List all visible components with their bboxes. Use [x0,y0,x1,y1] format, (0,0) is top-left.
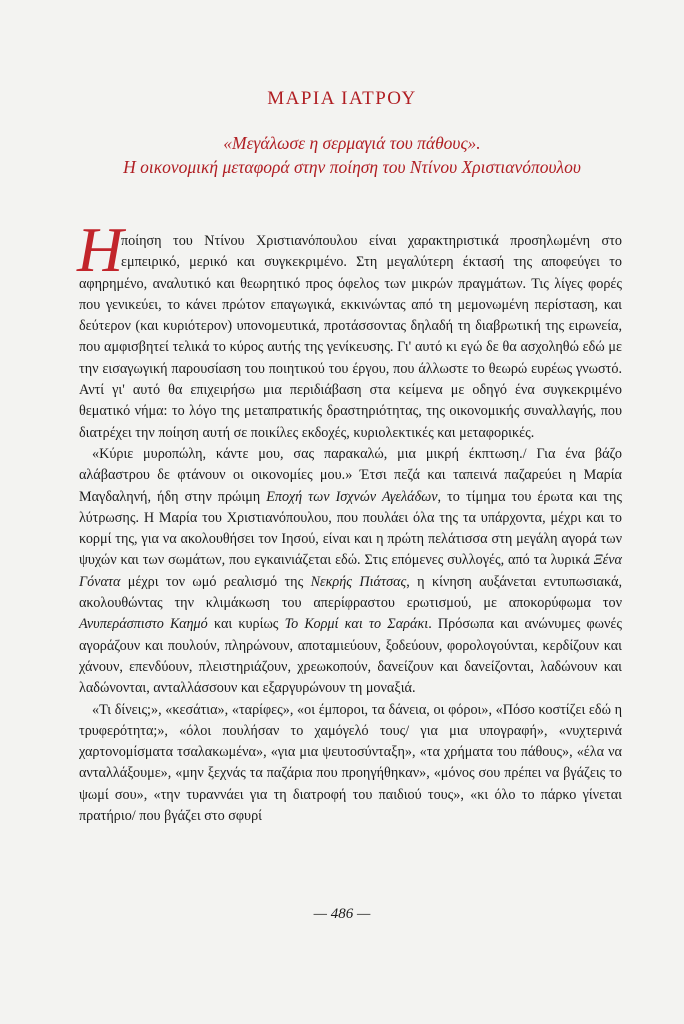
paragraph-2-text-a: «Κύριε μυροπώλη, κάντε μου, σας παρακαλώ, μια μικρή έκπτωση./ Για ένα βάζο αλάβαστρου δε φτάνουν οι οικονομίες μου.» Έτσι πεζά και ταπεινά παζαρεύει η Μαρία Μαγδαληνή, ήδη στην πρώιμη [79,445,622,505]
paragraph-2-text-c: μέχρι τον ωμό ρεαλισμό της [120,573,311,590]
author-name: ΜΑΡΙΑ ΙΑΤΡΟΥ [267,88,417,109]
book-title-3: Νεκρής Πιάτσας [310,573,407,590]
article-title-line-1: «Μεγάλωσε η σερμαγιά του πάθους». [223,133,481,153]
paragraph-1 [77,214,622,444]
paragraph-2-text-f: . Πρόσωπα και ανώνυμες φωνές αγοράζουν και πουλούν, πληρώνουν, αποταμιεύουν, ξοδεύουν, φορολογούνται, κερδίζουν και χάνουν, επενδύουν, πλειστηριάζουν, χρεωκοπούν, δανείζουν και δανείζονται, λαδώνουν και λαδώνονται, ανταλλάσσουν και εξαργυρώνουν τη μοναξιά. [79,616,622,697]
paragraph-1-text: ποίηση του Ντίνου Χριστιανόπουλου είναι χαρακτηριστικά προσηλωμένη στο εμπειρικό, μερικό και συγκεκριμένο. Στη μεγαλύτερη έκτασή της αποφεύγει το αφηρημένο, αναλυτικό και θεωρητικό προς όφελος των μικρών πραγμάτων. Τις λίγες φορές που γενικεύει, το κάνει πρώτον επαγωγικά, εκκινώντας από τη μεμονωμένη περίσταση, και δεύτερον (και κυριότερον) υπονομευτικά, προτάσσοντας δηλαδή τη διαβρωτική της ειρωνεία, που αμφισβητεί τελικά το κύρος αυτής της γενίκευσης. Γι' αυτό κι εγώ δε θα ασχοληθώ εδώ με την εισαγωγική παρουσίαση του ποιητικού του έργου, που άλλωστε το θεωρώ ευρέως γνωστό. Αντί γι' αυτό θα επιχειρήσω μια περιδιάβαση στα κείμενα με οδηγό ένα συγκεκριμένο θεματικό νήμα: το λόγο της μεταπρατικής δραστηριότητας, της οικονομικής συναλλαγής, που διατρέχει την ποίηση αυτή σε ποικίλες εκδοχές, κυριολεκτικές και μεταφορικές. [79,233,622,441]
book-title-4: Ανυπεράσπιστο Καημό [79,616,208,633]
paragraph-3: «Τι δίνεις;», «κεσάτια», «ταρίφες», «οι έμποροι, τα δάνεια, οι φόροι», «Πόσο κοστίζει εδώ η τρυφερότητα;», «όλοι πουλήσαν το χαμόγελό τους/ για μια υπογραφή», «νυχτερινά χαρτονομίσματα τσαλακωμένα», «για μια ψευτοσύνταξη», «τα χρήματα του πάθους», «έλα να ανταλλάξουμε», «μην ξεχνάς τα παζάρια που προηγήθηκαν», «μόνος σου πρέπει να βγάζεις το ψωμί σου», «την τυραννάει για τη διατροφή του παιδιού τους», «κι όλο το πάρκο γίνεται πρατήριο/ που βγάζει στο σφυρί [79,701,622,825]
paragraph-2-text-e: και κυρίως [207,616,285,633]
paragraph-2-text-b: , το τίμημα του έρωτα και της λύτρωσης. Η Μαρία του Χριστιανόπουλου, που πουλάει όλα της τα υπάρχοντα, μέχρι και το κορμί της, για να ακολουθήσει τον Ιησού, είναι και η πρώτη πελάτισσα στη μεγάλη αγορά των ψυχών και των σωμάτων, που εγκαινιάζεται εδώ. Στις επόμενες συλλογές, από τα λυρικά [79,488,622,569]
article-body [77,214,622,827]
drop-cap: Η [77,214,124,285]
book-title-2: Ξένα Γόνατα [79,552,622,590]
paragraph-2-text-d: , η κίνηση αυξάνεται εντυπωσιακά, ακολουθώντας την κλιμάκωση του απερίφραστου ερωτισμού, με αποκορύφωμα τον [79,573,622,612]
book-title-5: Το Κορμί και το Σαράκι [284,616,429,633]
book-title-1: Εποχή των Ισχνών Αγελάδων [266,488,438,505]
article-title [60,131,644,179]
page-number: — 486 — [313,906,371,922]
article-title-line-2: Η οικονομική μεταφορά στην ποίηση του Ντίνου Χριστιανόπουλου [123,157,581,177]
paragraph-2 [79,444,622,700]
